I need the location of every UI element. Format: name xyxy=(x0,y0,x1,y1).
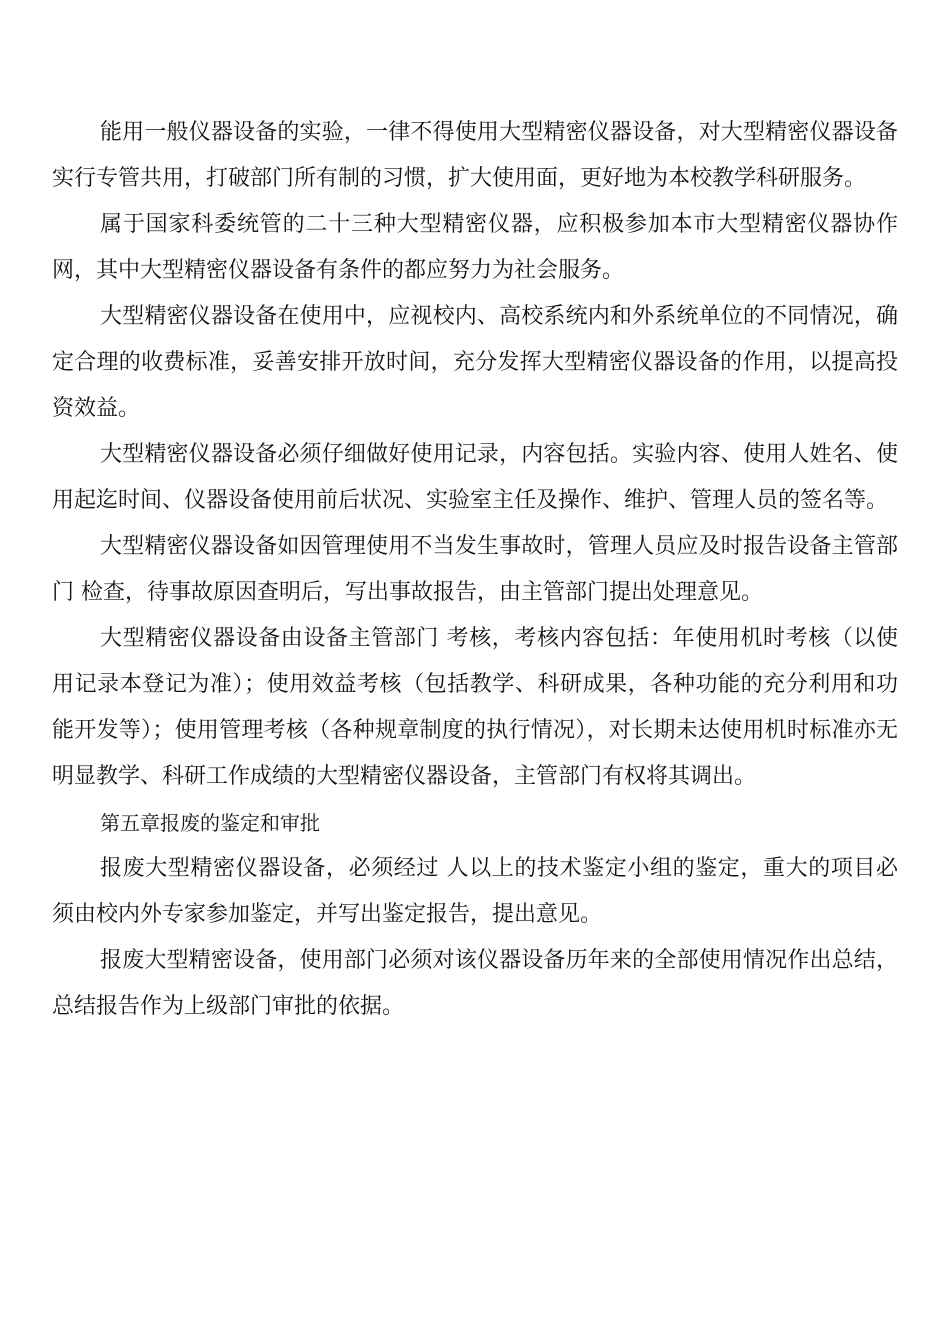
paragraph-usage-records: 大型精密仪器设备必须仔细做好使用记录，内容包括。实验内容、使用人姓名、使用起迄时间、仪器设备使用前后状况、实验室主任及操作、维护、管理人员的签名等。 xyxy=(52,442,898,513)
paragraph-accident-report: 大型精密仪器设备如因管理使用不当发生事故时，管理人员应及时报告设备主管部门 检查，待事故原因查明后，写出事故报告，由主管部门提出处理意见。 xyxy=(52,534,898,605)
document-page xyxy=(52,110,898,1030)
paragraph-assessment: 大型精密仪器设备由设备主管部门 考核，考核内容包括：年使用机时考核（以使用记录本登记为准）；使用效益考核（包括教学、科研成果，各种功能的充分利用和功能开发等）；使用管理考核（各种规章制度的执行情况），对长期未达使用机时标准亦无明显教学、科研工作成绩的大型精密仪器设备，主管部门有权将其调出。 xyxy=(52,626,898,789)
paragraph-usage-restriction: 能用一般仪器设备的实验，一律不得使用大型精密仪器设备，对大型精密仪器设备实行专管共用，打破部门所有制的习惯，扩大使用面，更好地为本校教学科研服务。 xyxy=(52,120,898,191)
paragraph-scrap-appraisal: 报废大型精密仪器设备，必须经过 人以上的技术鉴定小组的鉴定，重大的项目必须由校内外专家参加鉴定，并写出鉴定报告，提出意见。 xyxy=(52,856,898,927)
paragraph-fee-standard: 大型精密仪器设备在使用中，应视校内、高校系统内和外系统单位的不同情况，确定合理的收费标准，妥善安排开放时间，充分发挥大型精密仪器设备的作用，以提高投资效益。 xyxy=(52,304,898,421)
chapter-heading: 第五章报废的鉴定和审批 xyxy=(100,811,320,835)
paragraph-scrap-summary: 报废大型精密设备，使用部门必须对该仪器设备历年来的全部使用情况作出总结，总结报告作为上级部门审批的依据。 xyxy=(52,948,898,1019)
paragraph-collaboration-network: 属于国家科委统管的二十三种大型精密仪器，应积极参加本市大型精密仪器协作网，其中大型精密仪器设备有条件的都应努力为社会服务。 xyxy=(52,212,898,283)
